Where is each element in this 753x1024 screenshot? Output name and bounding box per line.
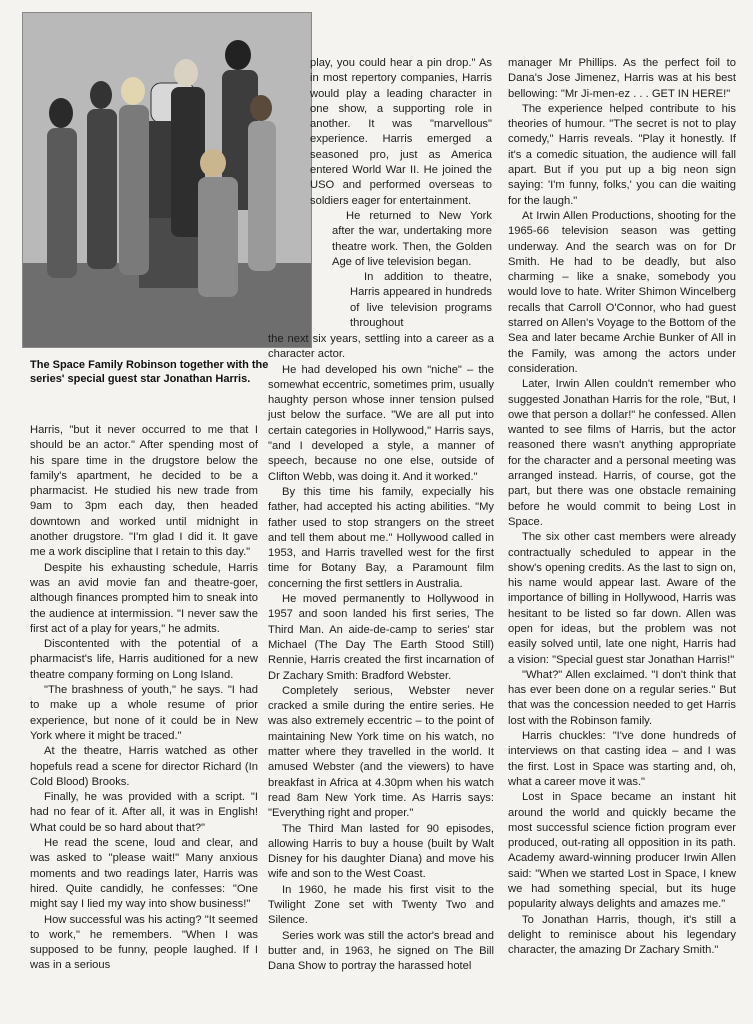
paragraph: At the theatre, Harris watched as other hopefuls read a scene for director Richard (In Cold Blood) Brooks. — [30, 745, 258, 788]
column-1 — [30, 423, 258, 974]
paragraph: play, you could hear a pin drop." As in most repertory companies, Harris would play a leading character in one show, a supporting role in another. It was "marvellous" experience. Harris emerged a seasoned pro, just as America entered World War II. He joined the USO and performed overseas to soldiers eager for entertainment. — [310, 57, 492, 207]
paragraph: The six other cast members were already contractually scheduled to appear in the show's opening credits. As the last to sign on, his name would appear last. Aware of the importance of billing in Hollywood, Harris was hesitant to be listed so far down. Allen was open for ideas, but the problem was not easily solved until, late one night, Harris had a vision: "Special guest star Jonathan Harris!" — [508, 531, 736, 666]
paragraph: Completely serious, Webster never cracked a smile during the entire series. He was also extremely eccentric – to the point of maintaining New York time on his watch, no matter where they travelled in the world. It amused Webster (and the viewers) to have breakfast in Africa at 4.30pm when his watch read 8am New York time. As Harris says: "Everything right and proper." — [268, 684, 494, 820]
photo-caption: The Space Family Robinson together with the series' special guest star Jonathan Harris. — [30, 359, 269, 385]
paragraph: The experience helped contribute to his theories of humour. "The secret is not to play comedy," Harris reveals. "Play it honestly. If it's a comedic situation, the audience will fall apart. But if you put up a big neon sign saying: 'I'm funny, folks,' you can die waiting for the laugh." — [508, 102, 736, 207]
column-2-top — [310, 56, 492, 331]
paragraph: By this time his family, expecially his father, had accepted his acting abilities. "My father used to stop strangers on the street and tell them about me." Hollywood called in 1953, and Harris travelled west for the first time for Botany Bay, a Paramount film concerning the first settlers in Australia. — [268, 485, 494, 590]
paragraph: Series work was still the actor's bread and butter and, in 1963, he signed on The Bill Dana Show to portray the harassed hotel — [268, 929, 494, 973]
paragraph: the next six years, settling into a career as a character actor. — [268, 333, 494, 361]
paragraph: He had developed his own "niche" – the somewhat eccentric, sometimes prim, usually haughty person whose inner tension pulsed just below the surface. "We are all put into certain categories in Hollywood," Harris says, "and I developed a style, a manner of speech, because no one else, outside of Clifton Webb, was doing it. And it worked." — [268, 363, 494, 483]
paragraph: At Irwin Allen Productions, shooting for the 1965-66 television season was getting underway. And the search was on for Dr Smith. He had to be deadly, but also charming – like a snake, somebody you would love to hate. Writer Shimon Wincelberg recalls that Carroll O'Connor, who had guest starred on Allen's Voyage to the Bottom of the Sea and later became Archie Bunker of All in the Family, was among the actors under consideration. — [508, 209, 736, 375]
paragraph: In 1960, he made his first visit to the Twilight Zone set with Twenty Two and Silence. — [268, 883, 494, 927]
paragraph: "The brashness of youth," he says. "I had to make up a whole resume of prior experience, but none of it could be in New York where it might be traced." — [30, 684, 258, 742]
cast-photo — [22, 12, 312, 348]
paragraph: He returned to New York after the war, undertaking more theatre work. Then, the Golden Age of live television began. — [332, 209, 492, 268]
cast-photo-image — [23, 13, 311, 347]
paragraph: He moved permanently to Hollywood in 1957 and soon landed his first series, The Third Man. An aide-de-camp to series' star Michael (The Day The Earth Stood Still) Rennie, Harris created the first incarnation of Dr Zachary Smith: Bradford Webster. — [268, 593, 494, 682]
paragraph: Harris, "but it never occurred to me that I should be an actor." After spending most of his spare time in the drugstore below the family's apartment, he decided to be a pharmacist. He studied his new trade from 9am to 3pm each day, then headed downtown and worked until midnight in another drugstore. "I'm glad I did it. It gave me a work discipline that I retain to this day." — [30, 424, 258, 559]
paragraph: "What?" Allen exclaimed. "I don't think that has ever been done on a regular series." But that was the concession needed to get Harris lost with the Robinson family. — [508, 668, 736, 727]
paragraph: Harris chuckles: "I've done hundreds of interviews on that casting idea – and I was the first. Lost in Space was starting and, oh, what a career move it was." — [508, 730, 736, 788]
paragraph: To Jonathan Harris, though, it's still a delight to reminisce about his legendary character, the amazing Dr Zachary Smith." — [508, 913, 736, 957]
paragraph: The Third Man lasted for 90 episodes, allowing Harris to buy a house (built by Walt Disney for his daughter Diana) and move his wife and son to the West Coast. — [268, 822, 494, 881]
paragraph: Despite his exhausting schedule, Harris was an avid movie fan and theatre-goer, although finances prompted him to sneak into the audience at intermission. "I never saw the first act of a play for years," he admits. — [30, 561, 258, 635]
paragraph: manager Mr Phillips. As the perfect foil to Dana's Jose Jimenez, Harris was at his best bellowing: "Mr Ji-men-ez . . . GET IN HERE!" — [508, 57, 736, 100]
column-3 — [508, 56, 736, 959]
paragraph: Finally, he was provided with a script. "I had no fear of it. After all, it was in English! What could be so hard about that?" — [30, 791, 258, 834]
column-2-bottom — [268, 332, 494, 974]
paragraph: In addition to theatre, Harris appeared in hundreds of live television programs throughout — [350, 271, 492, 330]
paragraph: Lost in Space became an instant hit around the world and quickly became the most successful science fiction program ever produced, out-rating all opposition in its path. Academy award-winning producer Irwin Allen said: "When we started Lost in Space, I knew we had something special, but its huge popularity always delights and amazes me." — [508, 791, 736, 911]
paragraph: Discontented with the potential of a pharmacist's life, Harris auditioned for a new theatre company forming on Long Island. — [30, 638, 258, 681]
paragraph: How successful was his acting? "It seemed to work," he remembers. "When I was supposed to be funny, people laughed. If I was in a serious — [30, 913, 258, 972]
paragraph: Later, Irwin Allen couldn't remember who suggested Jonathan Harris for the role, "But, I owe that person a dollar!" he confessed. Allen wanted to see films of Harris, but the actor reasoned there wasn't anything appropriate for the character and a personal meeting was arranged instead. Harris, of course, got the part, but there was one obstacle remaining before he would commit to being Lost in Space. — [508, 378, 736, 528]
paragraph: He read the scene, loud and clear, and was asked to "please wait!" Many anxious moments and two readings later, Harris was hired. Quite candidly, he confesses: "One might say I lied my way into show business!" — [30, 837, 258, 911]
